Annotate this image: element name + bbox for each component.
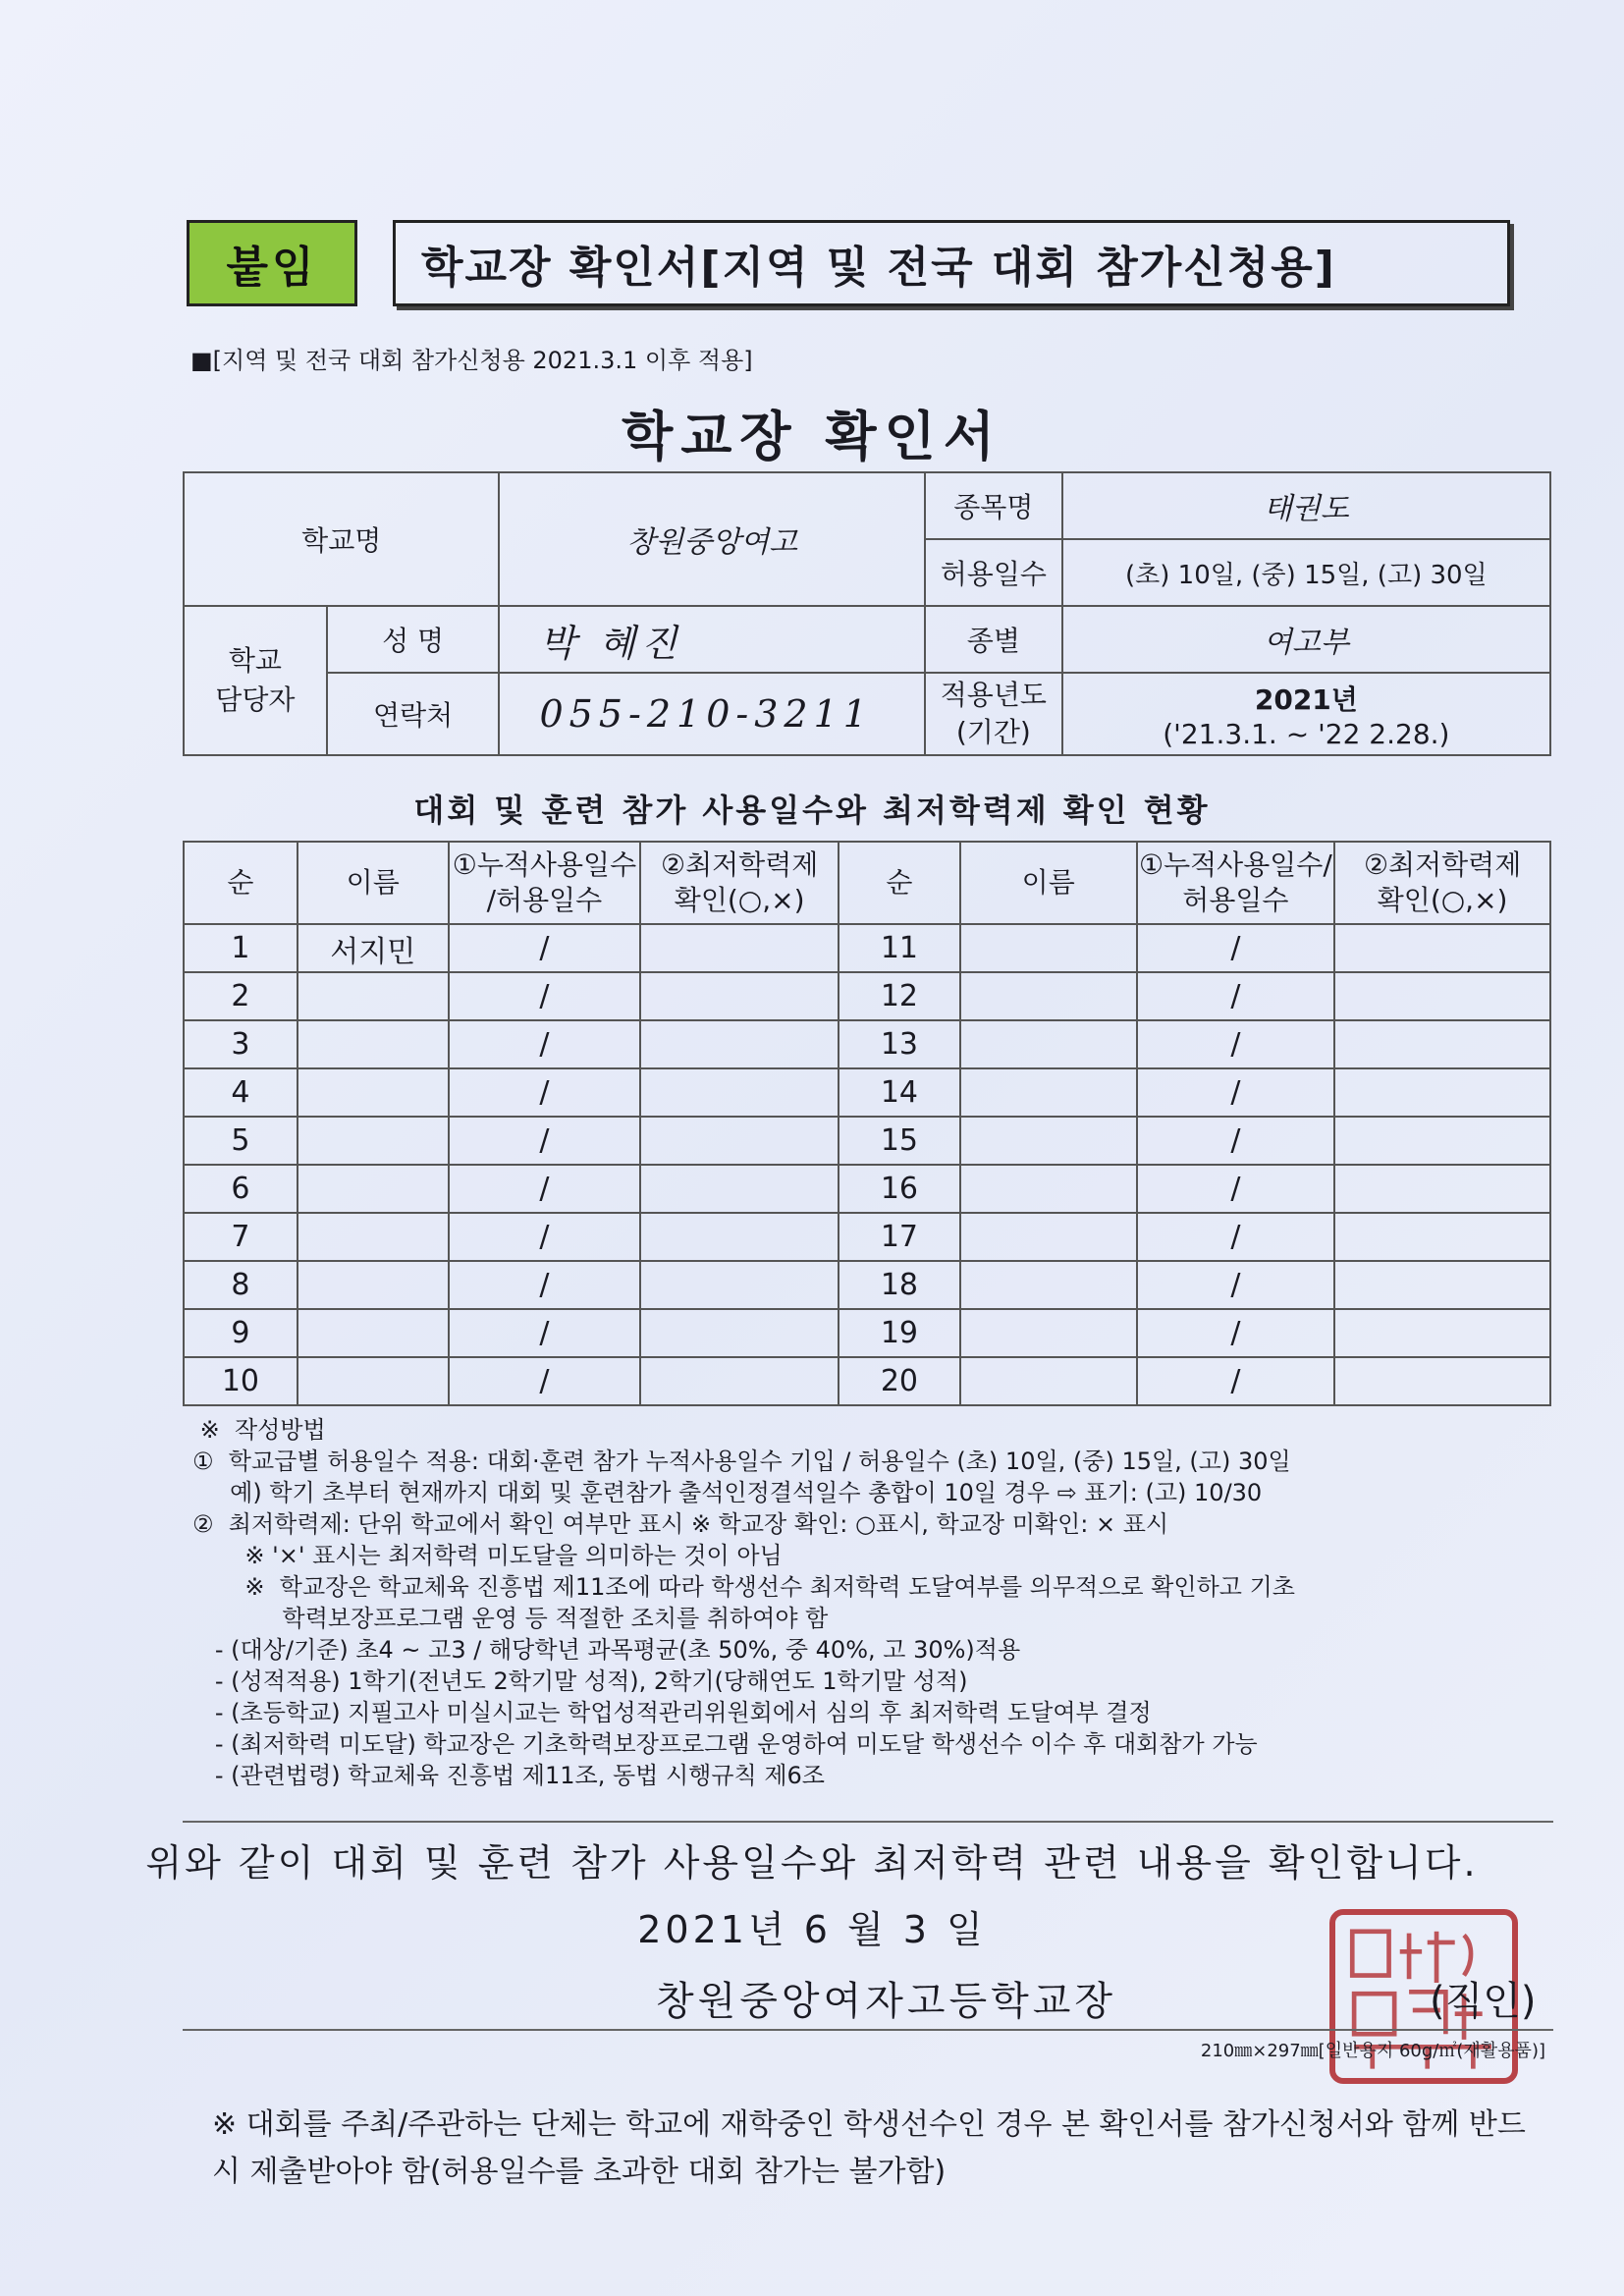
row-days: / [449, 1020, 641, 1068]
year-label: 적용년도 (기간) [925, 673, 1062, 755]
period-value: ('21.3.1. ~ '22 2.28.) [1163, 717, 1450, 750]
row-check-right [1334, 1020, 1550, 1068]
header-name: 이름 [298, 842, 449, 924]
row-name-right [960, 972, 1137, 1020]
header-check-right-line2: 확인(○,×) [1377, 884, 1508, 916]
table-row [184, 1117, 1550, 1165]
row-check-right [1334, 1117, 1550, 1165]
manager-label: 학교 담당자 [184, 606, 327, 755]
row-name-right [960, 1117, 1137, 1165]
school-value: 창원중앙여고 [499, 472, 924, 606]
row-check-right [1334, 1357, 1550, 1405]
row-no: 9 [184, 1309, 298, 1357]
row-name [298, 1309, 449, 1357]
instruction-line: ※ 작성방법 [192, 1416, 326, 1444]
row-check [640, 924, 839, 972]
attachment-badge: 붙임 [187, 220, 357, 306]
table-row [184, 1020, 1550, 1068]
table-row [184, 1357, 1550, 1405]
row-days: / [449, 1261, 641, 1309]
instruction-line: - (관련법령) 학교체육 진흥법 제11조, 동법 시행규칙 제6조 [192, 1762, 825, 1789]
row-check-right [1334, 924, 1550, 972]
row-days: / [449, 1117, 641, 1165]
row-days-right: / [1137, 924, 1335, 972]
header-check-right-line1: ②최저학력제 [1363, 848, 1522, 881]
header-days-right [1137, 842, 1335, 924]
header-days-right-line2: 허용일수 [1182, 884, 1289, 916]
header-days [449, 842, 641, 924]
row-no: 1 [184, 924, 298, 972]
instruction-line: 예) 학기 초부터 현재까지 대회 및 훈련참가 출석인정결석일수 총합이 10일 경우 ⇨ 표기: (고) 10/30 [192, 1479, 1263, 1506]
year-value: 2021년 [1254, 683, 1358, 716]
row-check [640, 1117, 839, 1165]
row-name-right [960, 1357, 1137, 1405]
name-label: 성 명 [327, 606, 500, 673]
table-row [184, 1213, 1550, 1261]
header-days-right-line1: ①누적사용일수/ [1138, 848, 1332, 881]
principal-title: 창원중앙여자고등학교장 [656, 1979, 1117, 2024]
row-no-right: 13 [839, 1020, 960, 1068]
row-days: / [449, 1068, 641, 1117]
row-check-right [1334, 1213, 1550, 1261]
row-name-right [960, 1309, 1137, 1357]
instruction-line: - (초등학교) 지필고사 미실시교는 학업성적관리위원회에서 심의 후 최저학력 도달여부 결정 [192, 1699, 1152, 1726]
row-name [298, 1020, 449, 1068]
instruction-line: ② 최저학력제: 단위 학교에서 확인 여부만 표시 ※ 학교장 확인: ○표시, 학교장 미확인: × 표시 [192, 1510, 1169, 1538]
instruction-line: ※ 학교장은 학교체육 진흥법 제11조에 따라 학생선수 최저학력 도달여부를 의무적으로 확인하고 기초 [192, 1573, 1295, 1601]
row-name [298, 1213, 449, 1261]
row-check [640, 1357, 839, 1405]
row-days-right: / [1137, 1213, 1335, 1261]
row-name-right [960, 1068, 1137, 1117]
submission-footnote: ※ 대회를 주최/주관하는 단체는 학교에 재학중인 학생선수인 경우 본 확인서를 참가신청서와 함께 반드시 제출받아야 함(허용일수를 초과한 대회 참가는 불가함) [212, 2107, 1526, 2189]
table-header-row [184, 842, 1550, 924]
row-check [640, 1309, 839, 1357]
row-days-right: / [1137, 1309, 1335, 1357]
instruction-line: - (대상/기준) 초4 ~ 고3 / 해당학년 과목평균(초 50%, 중 40%, 고 30%)적용 [192, 1636, 1021, 1664]
row-name [298, 972, 449, 1020]
row-check [640, 972, 839, 1020]
row-no-right: 15 [839, 1117, 960, 1165]
row-days: / [449, 972, 641, 1020]
issue-date: 2021년 6 월 3 일 [637, 1908, 987, 1951]
instruction-line: - (성적적용) 1학기(전년도 2학기말 성적), 2학기(당해연도 1학기말 성적) [192, 1667, 968, 1695]
row-days-right: / [1137, 1117, 1335, 1165]
row-no-right: 20 [839, 1357, 960, 1405]
document-title: 학교장 확인서 [622, 406, 1002, 467]
paper-spec: 210㎜×297㎜[일반용지 60g/㎡(재활용품)] [1200, 2041, 1545, 2061]
allowed-label: 허용일수 [925, 539, 1062, 606]
row-days-right: / [1137, 1357, 1335, 1405]
row-days-right: / [1137, 1068, 1335, 1117]
participation-table [183, 841, 1551, 1406]
header-no-right: 순 [839, 842, 960, 924]
row-days: / [449, 924, 641, 972]
applicability-note: ■[지역 및 전국 대회 참가신청용 2021.3.1 이후 적용] [190, 347, 753, 374]
row-no-right: 19 [839, 1309, 960, 1357]
table-row [184, 1309, 1550, 1357]
row-name-right [960, 1213, 1137, 1261]
table-row [184, 1165, 1550, 1213]
header-no: 순 [184, 842, 298, 924]
row-days: / [449, 1165, 641, 1213]
name-value: 박 혜진 [499, 606, 924, 673]
row-days-right: / [1137, 1261, 1335, 1309]
row-days-right: / [1137, 972, 1335, 1020]
row-name [298, 1261, 449, 1309]
writing-instructions [192, 1414, 1567, 1791]
row-check-right [1334, 1261, 1550, 1309]
row-no-right: 12 [839, 972, 960, 1020]
info-table [183, 471, 1551, 756]
school-label: 학교명 [184, 472, 499, 606]
row-no-right: 14 [839, 1068, 960, 1117]
row-days: / [449, 1213, 641, 1261]
row-name-right [960, 1165, 1137, 1213]
row-name-right [960, 1020, 1137, 1068]
contact-value: 055-210-3211 [499, 673, 924, 755]
row-no: 6 [184, 1165, 298, 1213]
divider-bottom [183, 2029, 1553, 2031]
row-check-right [1334, 1165, 1550, 1213]
header-days-line2: /허용일수 [486, 884, 603, 916]
row-no: 3 [184, 1020, 298, 1068]
type-label: 종별 [925, 606, 1062, 673]
header-check-line1: ②최저학력제 [660, 848, 819, 881]
event-value: 태권도 [1062, 472, 1550, 539]
row-name-right [960, 1261, 1137, 1309]
row-name: 서지민 [298, 924, 449, 972]
row-check [640, 1020, 839, 1068]
table-row [184, 972, 1550, 1020]
row-check-right [1334, 1309, 1550, 1357]
divider [183, 1821, 1553, 1823]
row-no: 4 [184, 1068, 298, 1117]
row-days-right: / [1137, 1020, 1335, 1068]
row-no-right: 16 [839, 1165, 960, 1213]
header-title: 학교장 확인서[지역 및 전국 대회 참가신청용] [393, 220, 1510, 306]
table-subtitle: 대회 및 훈련 참가 사용일수와 최저학력제 확인 현황 [413, 792, 1211, 829]
row-days-right: / [1137, 1165, 1335, 1213]
row-no-right: 11 [839, 924, 960, 972]
instruction-line: - (최저학력 미도달) 학교장은 기초학력보장프로그램 운영하여 미도달 학생선수 이수 후 대회참가 가능 [192, 1730, 1258, 1758]
seal-label: (직인) [1430, 1979, 1537, 2024]
row-no: 8 [184, 1261, 298, 1309]
table-row [184, 1261, 1550, 1309]
row-check [640, 1068, 839, 1117]
row-check-right [1334, 1068, 1550, 1117]
header-days-line1: ①누적사용일수 [452, 848, 637, 881]
table-row [184, 1068, 1550, 1117]
row-name [298, 1165, 449, 1213]
instruction-line: ※ '×' 표시는 최저학력 미도달을 의미하는 것이 아님 [192, 1542, 783, 1569]
table-row [184, 924, 1550, 972]
row-no: 7 [184, 1213, 298, 1261]
row-name [298, 1117, 449, 1165]
header-check-right [1334, 842, 1550, 924]
header-check-line2: 확인(○,×) [674, 884, 805, 916]
instruction-line: 학력보장프로그램 운영 등 적절한 조치를 취하여야 함 [192, 1605, 829, 1632]
row-days: / [449, 1309, 641, 1357]
row-check [640, 1213, 839, 1261]
row-check [640, 1165, 839, 1213]
row-no-right: 17 [839, 1213, 960, 1261]
header-check [640, 842, 839, 924]
row-no: 10 [184, 1357, 298, 1405]
row-name [298, 1357, 449, 1405]
event-label: 종목명 [925, 472, 1062, 539]
row-no: 5 [184, 1117, 298, 1165]
row-name [298, 1068, 449, 1117]
year-cell [1062, 673, 1550, 755]
allowed-value: (초) 10일, (중) 15일, (고) 30일 [1062, 539, 1550, 606]
instruction-line: ① 학교급별 허용일수 적용: 대회·훈련 참가 누적사용일수 기입 / 허용일수 (초) 10일, (중) 15일, (고) 30일 [192, 1448, 1291, 1475]
row-days: / [449, 1357, 641, 1405]
confirmation-statement: 위와 같이 대회 및 훈련 참가 사용일수와 최저학력 관련 내용을 확인합니다. [145, 1841, 1479, 1885]
row-check [640, 1261, 839, 1309]
row-no-right: 18 [839, 1261, 960, 1309]
row-no: 2 [184, 972, 298, 1020]
contact-label: 연락처 [327, 673, 500, 755]
row-name-right [960, 924, 1137, 972]
header-name-right: 이름 [960, 842, 1137, 924]
type-value: 여고부 [1062, 606, 1550, 673]
row-check-right [1334, 972, 1550, 1020]
